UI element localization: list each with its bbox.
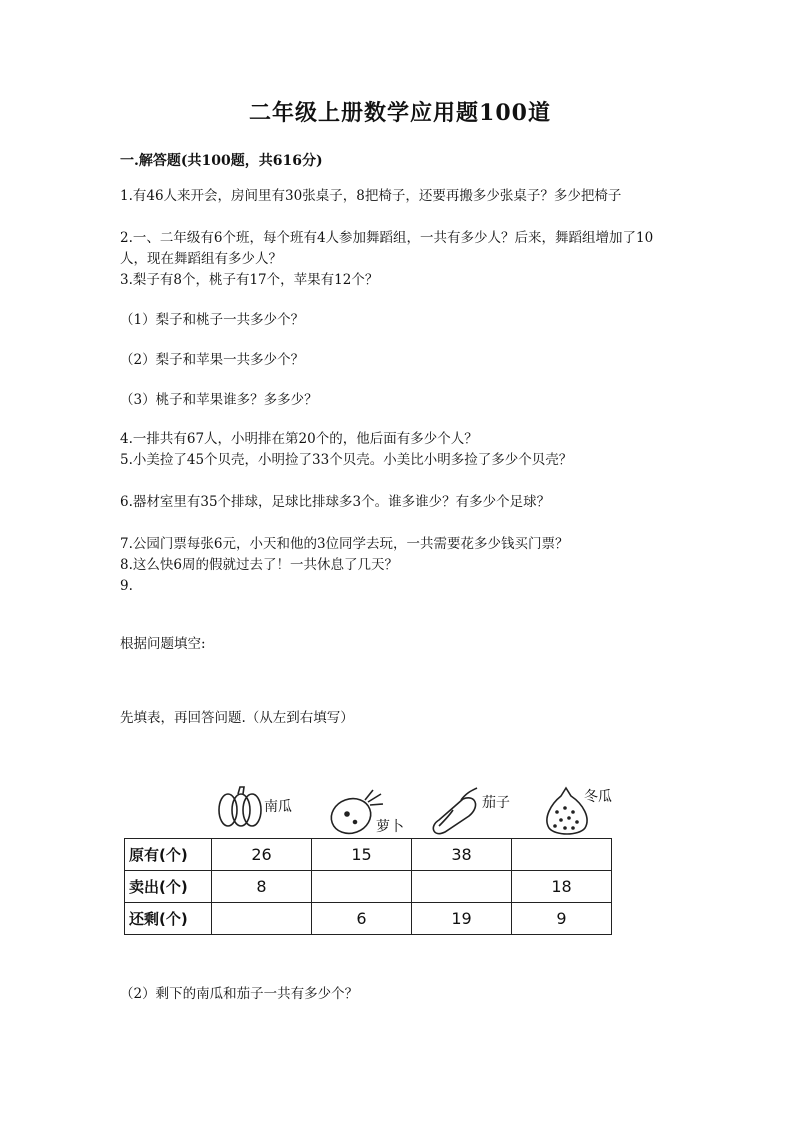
table-cell: 38 [412, 839, 512, 871]
table-row [125, 903, 612, 935]
row-label: 卖出(个) [125, 871, 212, 903]
table-cell [512, 839, 612, 871]
veg-label-winter-melon: 冬瓜 [584, 789, 612, 805]
table-cell [412, 871, 512, 903]
question-1: 1.有46人来开会，房间里有30张桌子，8把椅子，还要再搬多少张桌子？多少把椅子 [120, 188, 622, 204]
veg-label-pumpkin: 南瓜 [264, 799, 292, 815]
eggplant-icon [433, 788, 477, 834]
table-cell [212, 903, 312, 935]
section-heading: 一.解答题(共100题，共616分) [120, 153, 323, 169]
question-3-part-2: （2）梨子和苹果一共多少个？ [120, 352, 305, 368]
table-cell: 19 [412, 903, 512, 935]
question-6: 6.器材室里有35个排球，足球比排球多3个。谁多谁少？有多少个足球？ [120, 494, 551, 510]
veg-label-eggplant: 茄子 [482, 795, 510, 811]
question-9-part-2: （2）剩下的南瓜和茄子一共有多少个？ [120, 986, 359, 1002]
table-cell: 8 [212, 871, 312, 903]
question-9-instruction: 先填表，再回答问题.（从左到右填写） [120, 710, 354, 726]
pumpkin-icon [219, 787, 261, 826]
table-cell: 15 [312, 839, 412, 871]
question-3: 3.梨子有8个，桃子有17个，苹果有12个？ [120, 272, 379, 288]
page-title: 二年级上册数学应用题100道 [249, 100, 551, 126]
table-cell: 9 [512, 903, 612, 935]
table-cell: 26 [212, 839, 312, 871]
radish-icon [326, 790, 383, 839]
question-3-part-1: （1）梨子和桃子一共多少个？ [120, 312, 305, 328]
row-label: 原有(个) [125, 839, 212, 871]
question-4: 4.一排共有67人，小明排在第20个的，他后面有多少个人？ [120, 431, 478, 447]
question-7: 7.公园门票每张6元，小天和他的3位同学去玩，一共需要花多少钱买门票？ [120, 536, 569, 552]
table-row [125, 839, 612, 871]
question-5: 5.小美捡了45个贝壳，小明捡了33个贝壳。小美比小明多捡了多少个贝壳？ [120, 452, 573, 468]
table-row [125, 871, 612, 903]
row-label: 还剩(个) [125, 903, 212, 935]
question-3-part-3: （3）桃子和苹果谁多？多多少？ [120, 392, 318, 408]
table-cell: 6 [312, 903, 412, 935]
table-cell: 18 [512, 871, 612, 903]
question-9: 9. [120, 578, 133, 594]
vegetable-table [124, 838, 612, 935]
question-9-intro: 根据问题填空: [120, 636, 206, 652]
table-cell [312, 871, 412, 903]
winter-melon-icon [547, 788, 587, 834]
question-8: 8.这么快6周的假就过去了！一共休息了几天？ [120, 557, 398, 573]
question-2: 2.一、二年级有6个班，每个班有4人参加舞蹈组，一共有多少人？后来，舞蹈组增加了10人，现在舞蹈组有多少人？ [120, 230, 654, 267]
veg-label-radish: 萝卜 [376, 819, 404, 835]
